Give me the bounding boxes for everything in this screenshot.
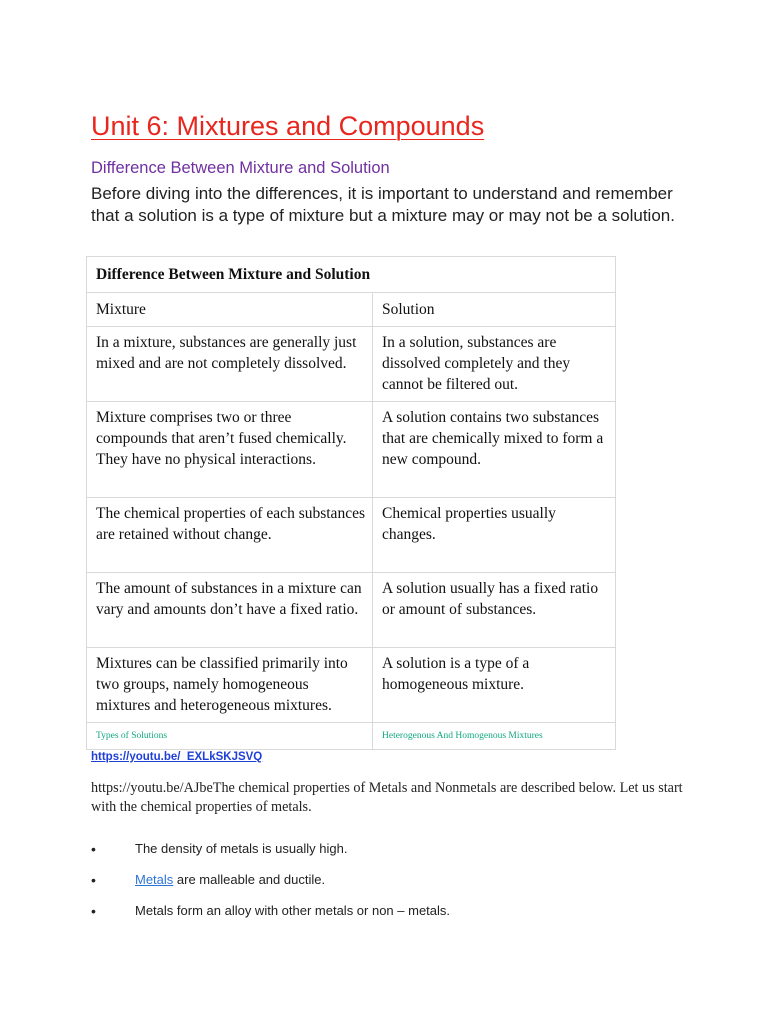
bullet-icon: • (91, 903, 96, 919)
table-cell: The amount of substances in a mixture can vary and amounts don’t have a fixed ratio. (87, 573, 373, 648)
table-row (87, 648, 616, 723)
metals-link[interactable]: Metals (135, 872, 174, 887)
table-cell: A solution contains two substances that are chemically mixed to form a new compound. (373, 402, 616, 498)
table-caption-row (87, 257, 616, 293)
list-item (91, 901, 450, 932)
table-cell: A solution usually has a fixed ratio or amount of substances. (373, 573, 616, 648)
bullet-icon: • (91, 841, 96, 857)
table-cell: Chemical properties usually changes. (373, 498, 616, 573)
header-mixture: Mixture (87, 293, 373, 327)
section-subtitle: Difference Between Mixture and Solution (91, 159, 390, 177)
table-row (87, 327, 616, 402)
table-links-row (87, 723, 616, 750)
intro-paragraph: Before diving into the differences, it is important to understand and remember that a solution is a type of mixture but a mixture may or may not be a solution. (91, 184, 675, 225)
page-title: Unit 6: Mixtures and Compounds (91, 111, 485, 141)
table-row (87, 498, 616, 573)
heterogenous-homogenous-link[interactable]: Heterogenous And Homogenous Mixtures (373, 723, 616, 750)
table-cell: In a solution, substances are dissolved completely and they cannot be filtered out. (373, 327, 616, 402)
types-of-solutions-link[interactable]: Types of Solutions (87, 723, 373, 750)
youtube-link[interactable]: https://youtu.be/_EXLkSKJSVQ (91, 751, 263, 763)
list-item-text: Metals form an alloy with other metals or non – metals. (135, 903, 451, 918)
metal-properties-list (91, 839, 450, 932)
table-cell: A solution is a type of a homogeneous mixture. (373, 648, 616, 723)
list-item (91, 839, 450, 870)
comparison-table (86, 256, 616, 750)
table-caption: Difference Between Mixture and Solution (87, 257, 616, 293)
table-row (87, 402, 616, 498)
table-cell: Mixtures can be classified primarily into two groups, namely homogeneous mixtures and heterogeneous mixtures. (87, 648, 373, 723)
table-row (87, 573, 616, 648)
list-item-text: The density of metals is usually high. (135, 841, 348, 856)
list-item (91, 870, 450, 901)
metals-intro-paragraph: https://youtu.be/AJbeThe chemical properties of Metals and Nonmetals are described below. Let us start with the chemical properties of metals. (91, 780, 683, 815)
table-cell: Mixture comprises two or three compounds that aren’t fused chemically. They have no physical interactions. (87, 402, 373, 498)
header-solution: Solution (373, 293, 616, 327)
table-cell: In a mixture, substances are generally just mixed and are not completely dissolved. (87, 327, 373, 402)
list-item-text: are malleable and ductile. (173, 872, 326, 887)
table-cell: The chemical properties of each substances are retained without change. (87, 498, 373, 573)
bullet-icon: • (91, 872, 96, 888)
table-header-row (87, 293, 616, 327)
